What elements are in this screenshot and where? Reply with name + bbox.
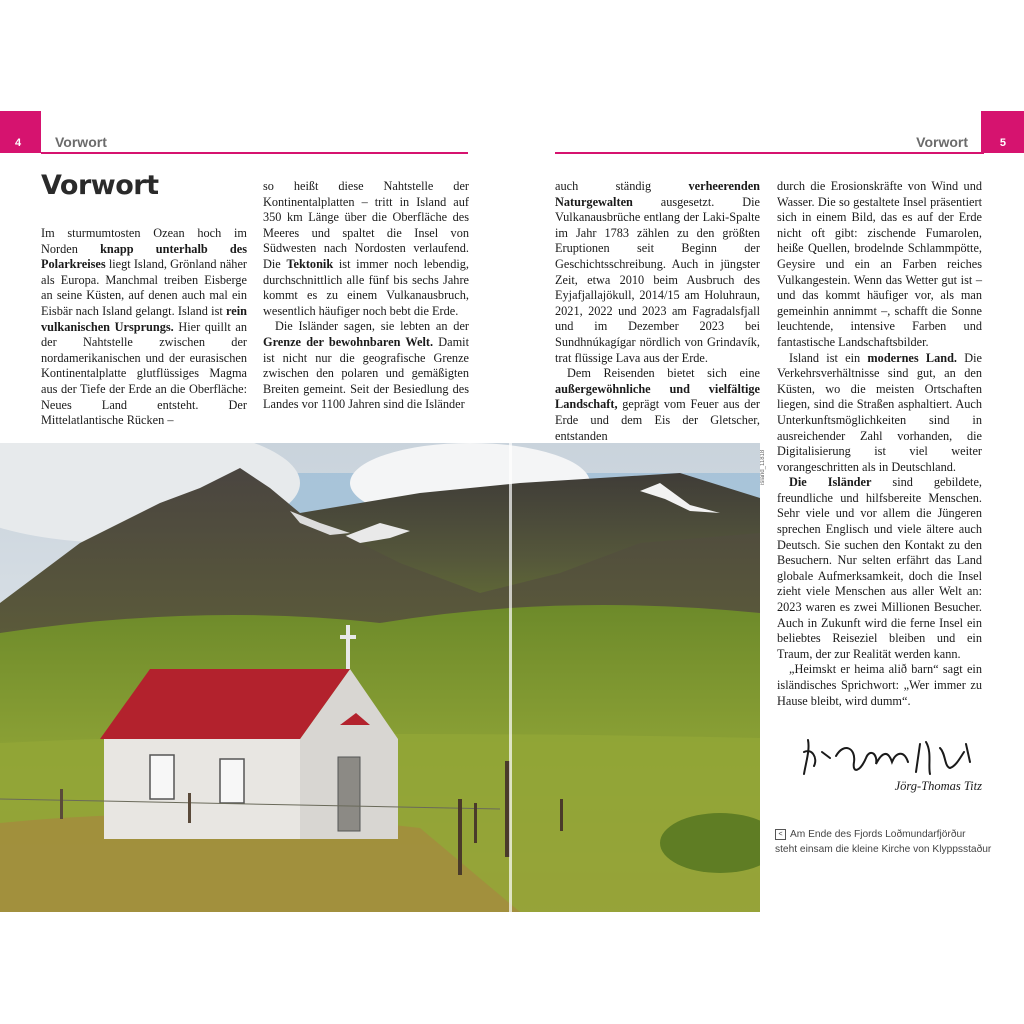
paragraph (777, 179, 982, 351)
paragraph (263, 179, 469, 319)
author-name: Jörg-Thomas Titz (894, 779, 982, 793)
text-run: Island ist ein (789, 350, 868, 365)
bold-keyword: Die Isländer (789, 475, 872, 490)
page-number-right: 5 (999, 137, 1006, 149)
page-number-tab-right (981, 111, 1024, 153)
text-run: auch ständig (555, 179, 689, 193)
text-column-3 (555, 179, 760, 444)
bold-keyword: knapp unterhalb des Polarkreises (41, 241, 247, 272)
text-run: Die Verkehrsverhältnisse sind gut, an den Küsten, wo die meisten Ortschaften liegen, sind die Straßen asphaltiert. Auch Unterkunftsmöglichkeiten sind in ausreichender Zahl vorhanden, die Digitalisierung ist viel weiter vorangeschritten als in Deutschland. (777, 350, 982, 474)
running-head-left: Vorwort (55, 134, 107, 150)
text-run: Die Isländer sagen, sie lebten an der (275, 319, 469, 334)
text-column-1 (41, 226, 247, 429)
paragraph (263, 319, 469, 413)
text-run: ist immer noch lebendig, durchschnittlich alle fünf bis sechs Jahre kommt es zu einem Vulkanausbruch, wesentlich häufiger noch bebt die Erde. (263, 256, 469, 318)
text-run: sind gebildete, freundliche und hilfsbereite Menschen. Sehr viele und vor allem die Jüngeren sprechen Englisch und viele ältere auch Deutsch. Sie suchen den Kontakt zu den Besuchern. Nur selten erfährt das Land globale Aufmerksamkeit, doch die Insel zieht viele Menschen aus aller Welt an: 2023 waren es zwei Millionen Besucher. Auch in Zukunft wird die ferne Insel ein beliebtes Reiseziel bleiben und ein Traum, der zur Realität werden kann. (777, 475, 983, 661)
text-run: liegt Island, Grönland näher als Europa. Manchmal treiben Eisberge an seine Küsten, auf denen auch mal ein Eisbär nach Island gelangt. Island ist (41, 257, 247, 318)
header-rule-right (555, 152, 984, 154)
running-head-right: Vorwort (916, 134, 968, 150)
text-run: Hier quillt an der Nahtstelle zwischen der nordamerikanischen und der eurasischen Kontinentalplatte glutflüssiges Magma aus der Tiefe der Erde an die Oberfläche: Neues Land entsteht. Der Mittelatlantische Rücken – (41, 319, 247, 428)
paragraph (555, 179, 760, 366)
bold-keyword: Tektonik (286, 256, 334, 271)
text-run: ausgesetzt. Die Vulkanausbrüche entlang der Laki-Spalte im Jahr 1783 zählen zu den größten Eruptionen seit Beginn der Geschichtsschreibung. Auch in jüngster Zeit, etwa 2010 beim Ausbruch des Eyjafjallajökull, 2014/15 am Holuhraun, 2021, 2022 und 2023 am Fagradalsfjall und im Dezember 2023 bei Sundhnúkagígar nördlich von Grindavík, trat flüssige Lava aus der Erde. (555, 194, 760, 365)
paragraph (777, 475, 982, 662)
text-run: Damit ist nicht nur die geografische Grenze zwischen den polaren und gemäßigten Breiten gemeint. Seit der Besiedlung des Landes vor 1100 Jahren sind die Isländer (263, 334, 470, 412)
paragraph (555, 366, 760, 444)
text-column-2 (263, 179, 469, 413)
bold-keyword: außergewöhnliche und vielfältige Landschaft, (555, 381, 760, 412)
paragraph (41, 226, 247, 429)
paragraph (777, 662, 982, 709)
page-title: Vorwort (41, 170, 159, 201)
author-signature (800, 722, 980, 782)
page-number-left: 4 (15, 137, 22, 149)
arrow-left-icon: < (775, 829, 786, 840)
header-rule-left (41, 152, 468, 154)
caption-line-1: Am Ende des Fjords Loðmundarfjörður (790, 829, 966, 840)
text-run: geprägt vom Feuer aus der Erde und dem Eis der Gletscher, entstanden (555, 397, 760, 443)
text-run: Dem Reisenden bietet sich eine (567, 366, 760, 381)
church-landscape-photo (0, 443, 760, 912)
photo-credit: island_11818 (760, 449, 766, 485)
text-run: durch die Erosionskräfte von Wind und Wasser. Die so gestaltete Insel präsentiert sich in einem Bild, das es auf der Erde nicht oft gibt: zischende Fumarolen, heiße Quellen, brodelnde Schlammpötte, Geysire und ein an Farben reiches Vulkangestein. Wenn das Wetter gut ist – und das kommt häufiger vor, als man gemeinhin annimmt –, schafft die Sonne leuchtende, intensive Farben und fantastische Landschaftsbilder. (777, 179, 982, 349)
bold-keyword: rein vulkanischen Ursprungs. (41, 303, 247, 334)
photo-caption (775, 827, 1005, 857)
bold-keyword: modernes Land. (867, 350, 957, 365)
text-run: „Heimskt er heima alið barn“ sagt ein isländisches Sprichwort: „Wer immer zu Hause bleibt, wird dumm“. (777, 662, 982, 708)
bold-keyword: Grenze der bewohnbaren Welt. (263, 334, 434, 349)
text-run: so heißt diese Nahtstelle der Kontinentalplatten – tritt in Island auf 350 km Länge über die Oberfläche des Meeres und spaltet die Insel von Südwesten nach Nordosten verlaufend. Die (263, 179, 469, 271)
caption-line-2: steht einsam die kleine Kirche von Klyppsstaður (775, 844, 992, 855)
text-column-4 (777, 179, 982, 709)
bold-keyword: verheerenden Naturgewalten (555, 179, 760, 209)
text-run: Im sturmumtosten Ozean hoch im Norden (41, 226, 247, 256)
page-number-tab-left (0, 111, 41, 153)
paragraph (777, 351, 982, 476)
